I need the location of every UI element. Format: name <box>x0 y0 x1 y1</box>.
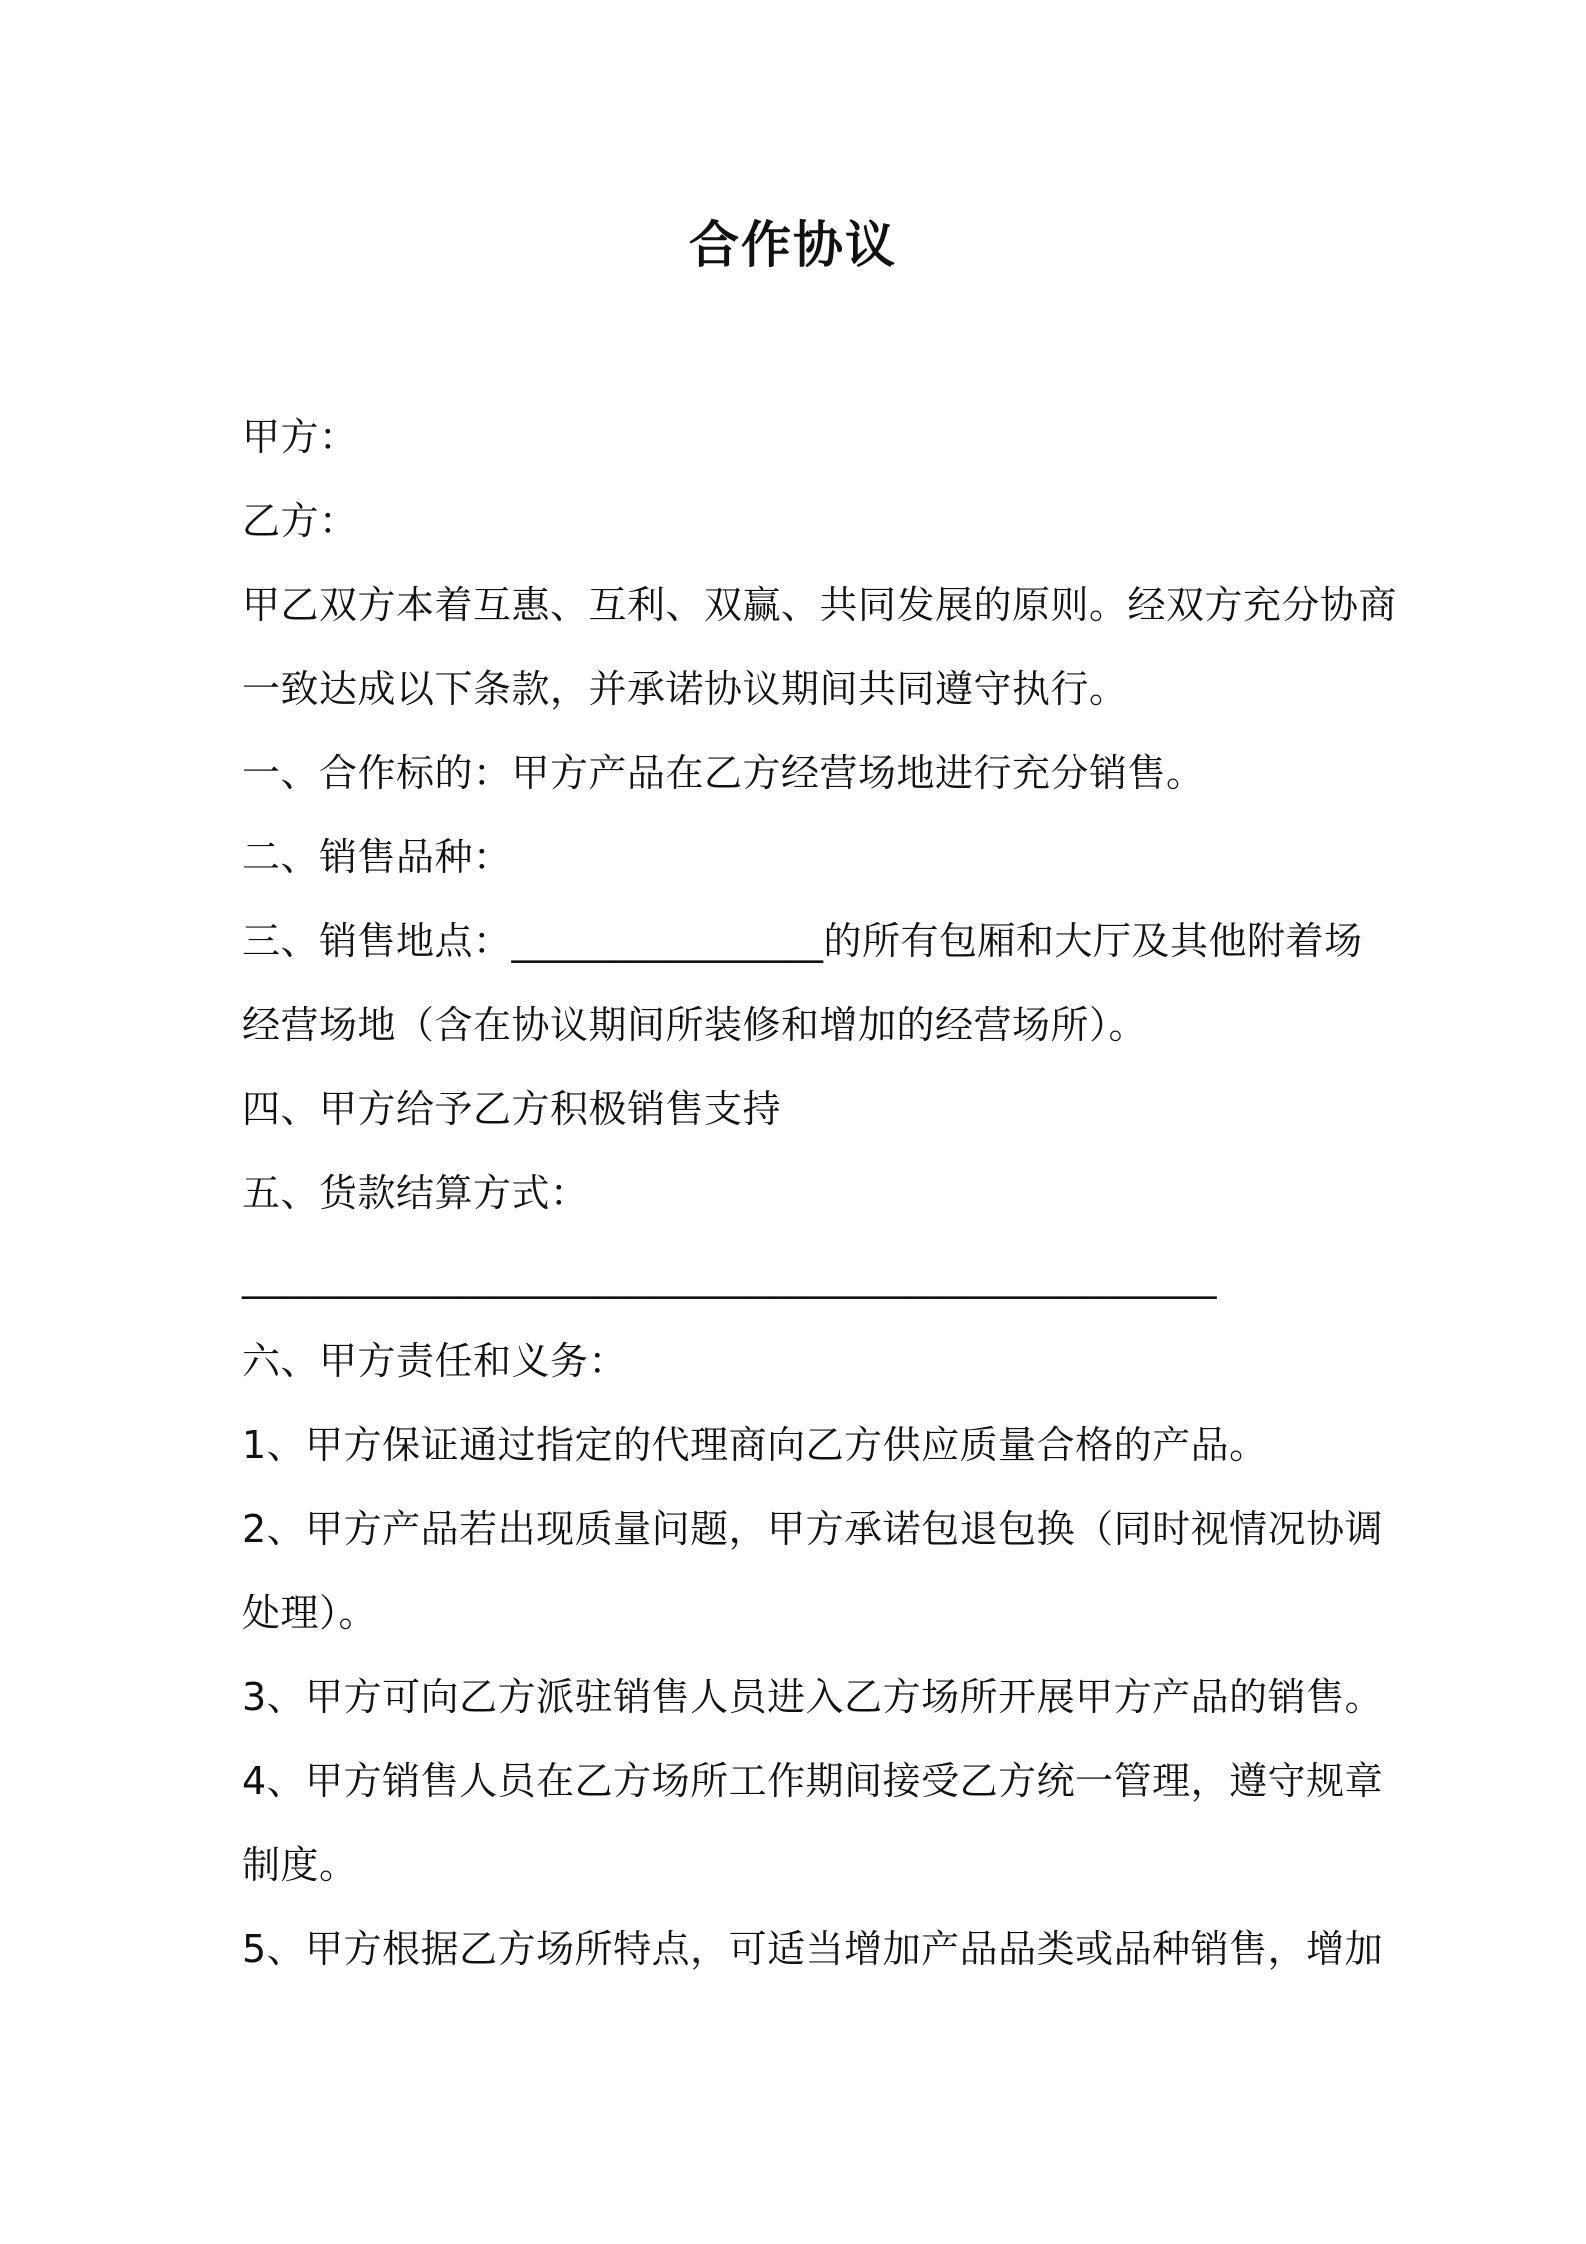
clause-6-heading: 六、甲方责任和义务： <box>242 1339 628 1383</box>
clause-2: 二、销售品种： <box>242 835 512 879</box>
clause-6-item-4-line-1: 4、甲方销售人员在乙方场所工作期间接受乙方统一管理，遵守规章 <box>242 1759 1384 1803</box>
preamble-line-1: 甲乙双方本着互惠、互利、双赢、共同发展的原则。经双方充分协商 <box>242 583 1398 627</box>
clause-1: 一、合作标的：甲方产品在乙方经营场地进行充分销售。 <box>242 751 1205 795</box>
settlement-blank-line: __________________________________________________ <box>242 1255 1217 1299</box>
clause-6-item-4-line-2: 制度。 <box>242 1843 358 1887</box>
clause-5: 五、货款结算方式： <box>242 1171 589 1215</box>
document-title: 合作协议 <box>689 216 897 274</box>
clause-6-item-2-line-2: 处理）。 <box>242 1591 378 1635</box>
clause-6-item-2-line-1: 2、甲方产品若出现质量问题，甲方承诺包退包换（同时视情况协调 <box>242 1507 1384 1551</box>
party-b-line: 乙方： <box>242 499 358 543</box>
clause-6-item-5-line-1: 5、甲方根据乙方场所特点，可适当增加产品品类或品种销售，增加 <box>242 1927 1384 1971</box>
preamble-line-2: 一致达成以下条款，并承诺协议期间共同遵守执行。 <box>242 667 1128 711</box>
clause-3-line-2: 经营场地（含在协议期间所装修和增加的经营场所）。 <box>242 1003 1148 1047</box>
clause-6-item-1: 1、甲方保证通过指定的代理商向乙方供应质量合格的产品。 <box>242 1423 1268 1467</box>
clause-4: 四、甲方给予乙方积极销售支持 <box>242 1087 782 1131</box>
clause-6-item-3: 3、甲方可向乙方派驻销售人员进入乙方场所开展甲方产品的销售。 <box>242 1675 1384 1719</box>
party-a-line: 甲方： <box>242 415 358 459</box>
clause-3-line-1: 三、销售地点：________________的所有包厢和大厅及其他附着场 <box>242 919 1363 963</box>
